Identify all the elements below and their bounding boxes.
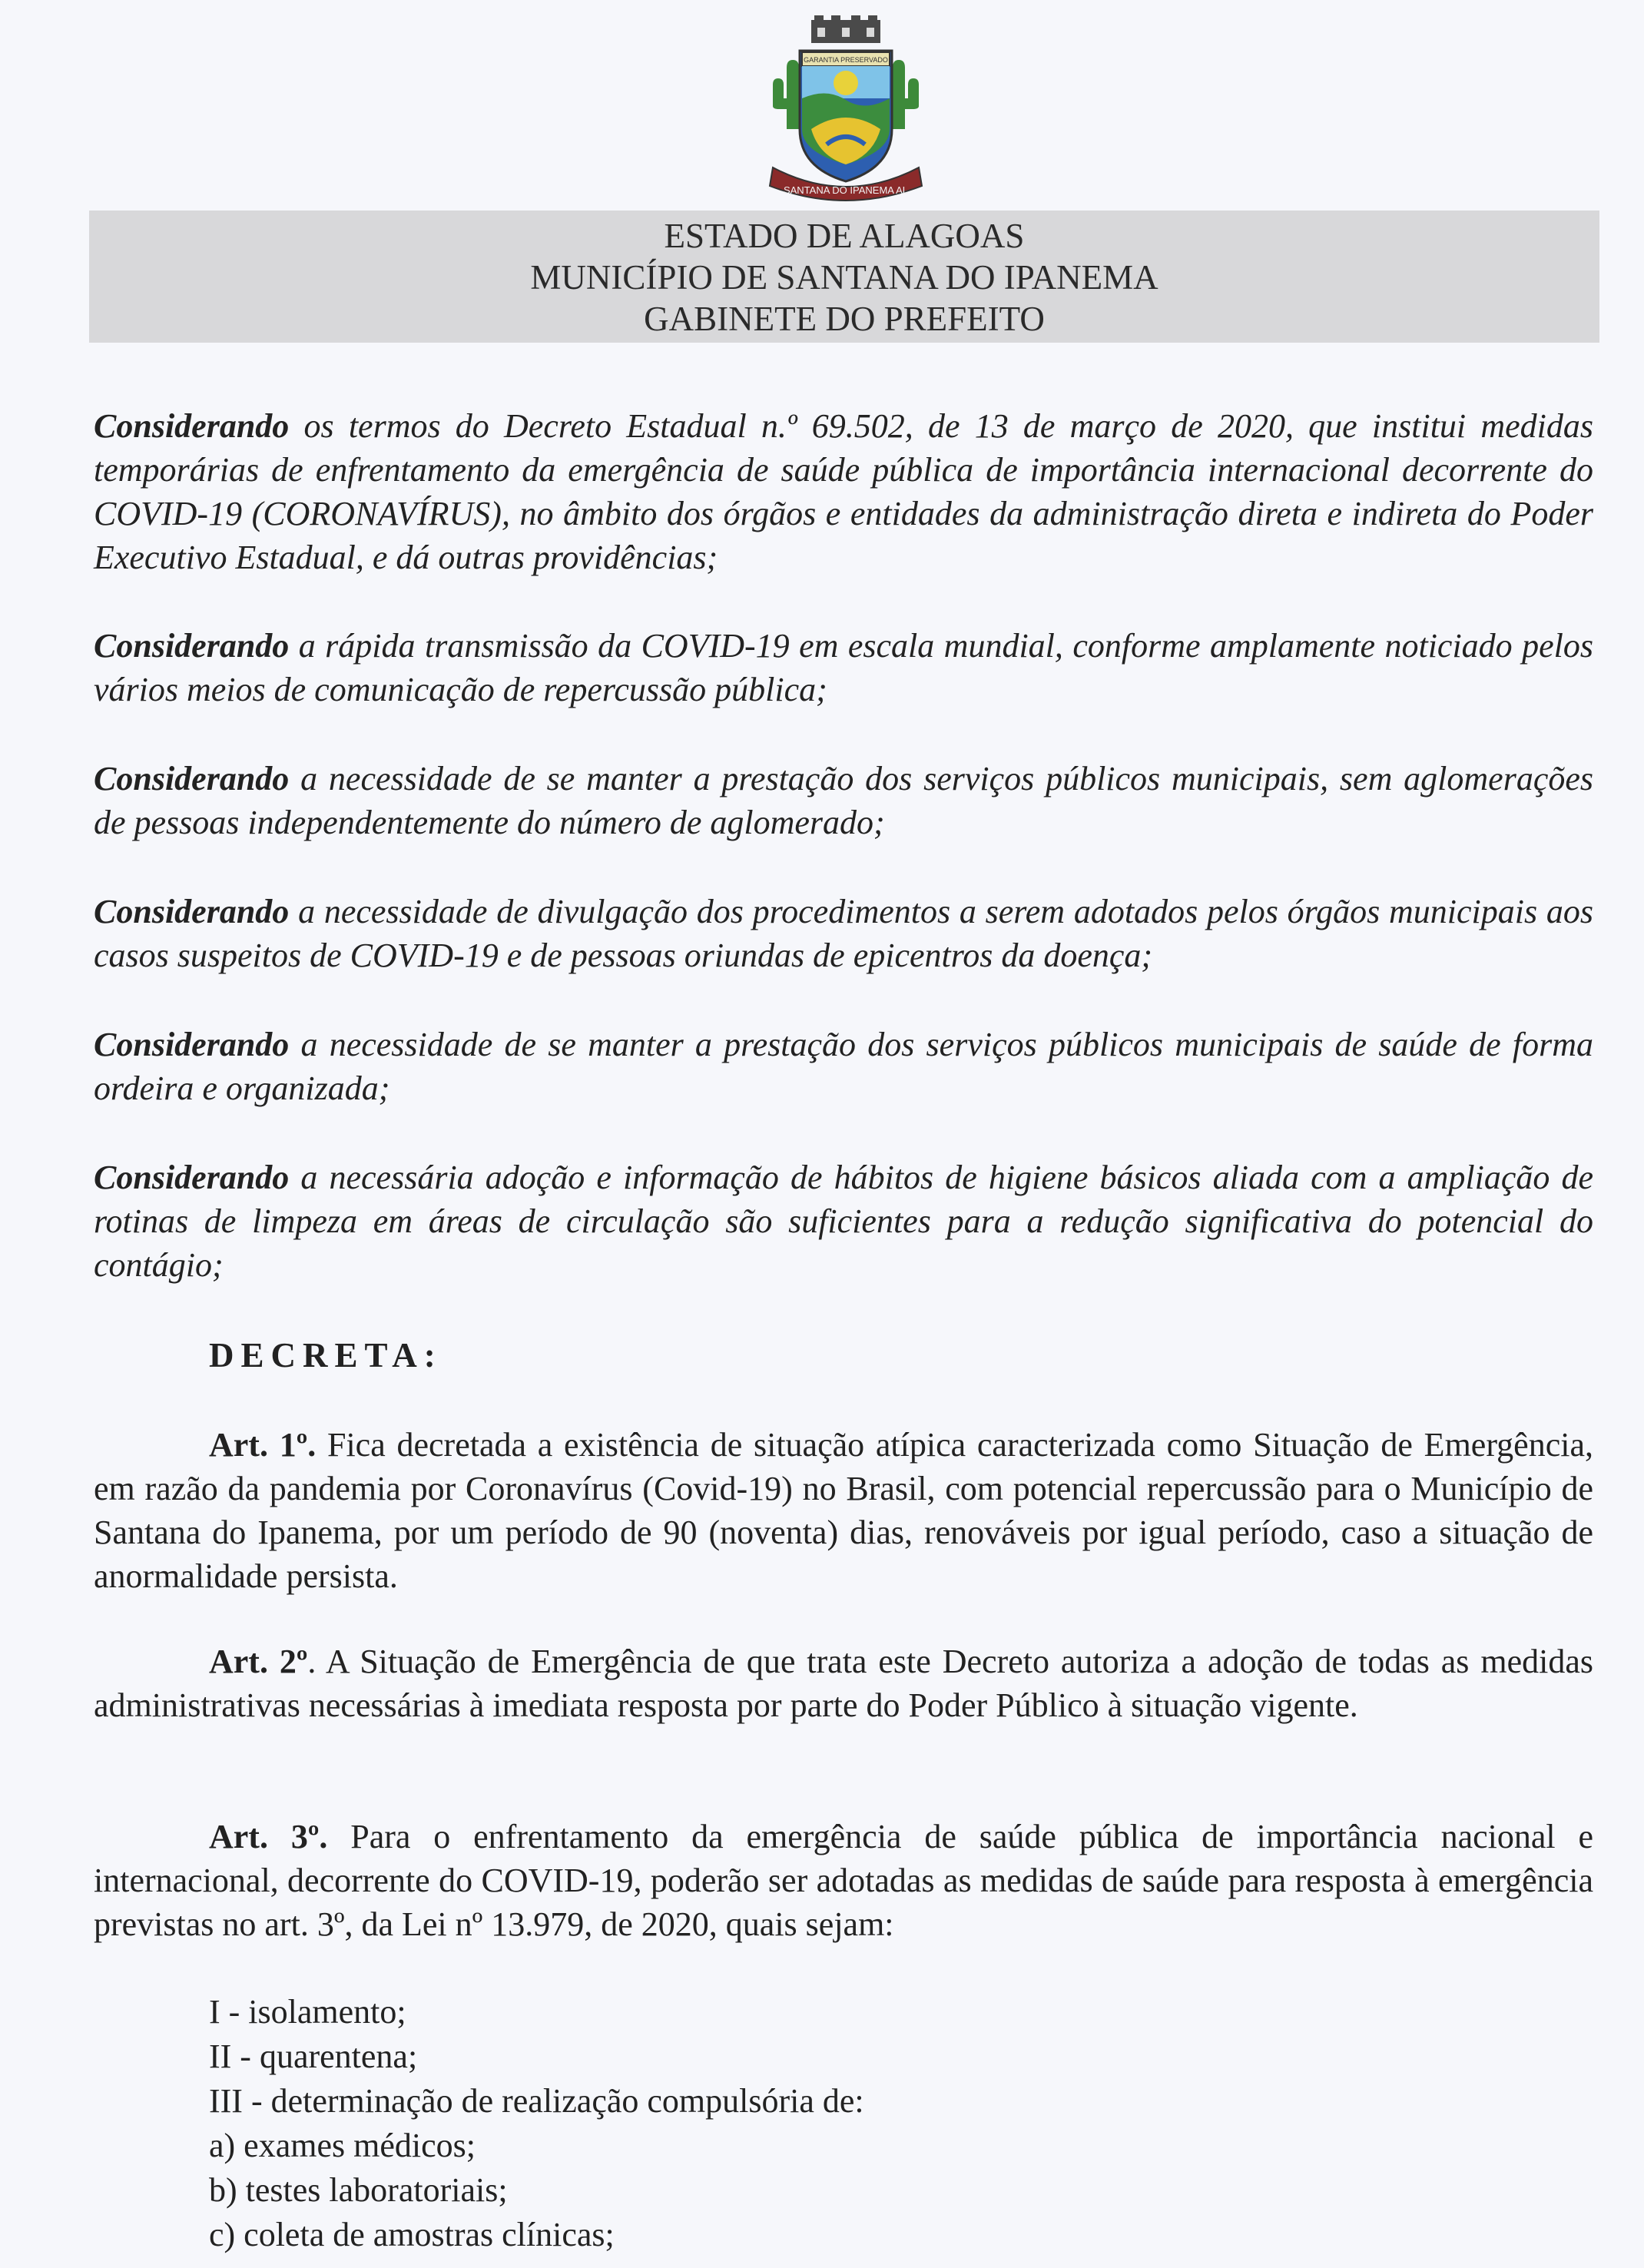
decreta-heading: DECRETA:	[209, 1336, 442, 1374]
list-item: III - determinação de realização compulsória de:	[209, 2082, 864, 2120]
article-3	[94, 1815, 1593, 1946]
considerando-paragraph-3	[94, 757, 1593, 844]
municipal-coat-of-arms-icon	[757, 14, 934, 207]
considerando-lead: Considerando	[94, 1026, 290, 1063]
list-item: II - quarentena;	[209, 2038, 418, 2075]
considerando-text: a necessidade de divulgação dos procedimentos a serem adotados pelos órgãos municipais aos casos suspeitos de COVID-19 e de pessoas oriundas de epicentros da doença;	[94, 893, 1593, 974]
considerando-text: a rápida transmissão da COVID-19 em escala mundial, conforme amplamente noticiado pelos vários meios de comunicação de repercussão pública;	[94, 627, 1593, 708]
considerando-text: a necessidade de se manter a prestação dos serviços públicos municipais, sem aglomerações de pessoas independentemente do número de aglomerado;	[94, 760, 1593, 841]
considerando-paragraph-2	[94, 624, 1593, 711]
considerando-paragraph-1	[94, 404, 1593, 579]
considerando-text: a necessidade de se manter a prestação dos serviços públicos municipais de saúde de forma ordeira e organizada;	[94, 1026, 1593, 1107]
considerando-lead: Considerando	[94, 760, 290, 797]
measures-list	[209, 1990, 864, 2257]
header-office: GABINETE DO PREFEITO	[644, 300, 1045, 338]
article-text: Fica decretada a existência de situação atípica caracterizada como Situação de Emergência, em razão da pandemia por Coronavírus (Covid-19) no Brasil, com potencial repercussão para o Município de Santana do Ipanema, por um período de 90 (noventa) dias, renováveis por igual período, caso a situação de anormalidade persista.	[94, 1426, 1593, 1595]
list-item: b) testes laboratoriais;	[209, 2171, 508, 2209]
article-label: Art. 3º.	[209, 1818, 328, 1855]
considerando-lead: Considerando	[94, 407, 290, 445]
header-municipality: MUNICÍPIO DE SANTANA DO IPANEMA	[530, 258, 1158, 297]
crest-top-band-text: GARANTIA PRESERVADO	[804, 56, 888, 64]
considerando-lead: Considerando	[94, 627, 290, 665]
article-text: Para o enfrentamento da emergência de saúde pública de importância nacional e internacional, decorrente do COVID-19, poderão ser adotadas as medidas de saúde para resposta à emergência previstas no art. 3º, da Lei nº 13.979, de 2020, quais sejam:	[94, 1818, 1594, 1943]
list-item: a) exames médicos;	[209, 2127, 476, 2164]
header-state: ESTADO DE ALAGOAS	[664, 217, 1025, 255]
considerando-lead: Considerando	[94, 893, 290, 930]
crest-banner-text: SANTANA DO IPANEMA AL	[783, 184, 909, 196]
article-label: Art. 1º.	[209, 1426, 317, 1464]
considerando-paragraph-4	[94, 890, 1593, 977]
list-item: c) coleta de amostras clínicas;	[209, 2216, 615, 2253]
list-item: I - isolamento;	[209, 1993, 406, 2031]
considerando-text: a necessária adoção e informação de hábitos de higiene básicos aliada com a ampliação de rotinas de limpeza em áreas de circulação são suficientes para a redução significativa do potencial do contágio;	[94, 1159, 1593, 1284]
article-1	[94, 1423, 1593, 1598]
considerando-paragraph-5	[94, 1023, 1593, 1110]
article-2	[94, 1640, 1593, 1727]
considerando-paragraph-6	[94, 1156, 1593, 1287]
considerando-text: os termos do Decreto Estadual n.º 69.502, de 13 de março de 2020, que institui medidas temporárias de enfrentamento da emergência de saúde pública de importância internacional decorrente do COVID-19 (CORONAVÍRUS), no âmbito dos órgãos e entidades da administração direta e indireta do Poder Executivo Estadual, e dá outras providências;	[94, 407, 1593, 576]
article-text: . A Situação de Emergência de que trata este Decreto autoriza a adoção de todas as medidas administrativas necessárias à imediata resposta por parte do Poder Público à situação vigente.	[94, 1643, 1593, 1724]
letterhead-band	[89, 211, 1599, 343]
article-label: Art. 2º	[209, 1643, 308, 1680]
considerando-lead: Considerando	[94, 1159, 290, 1196]
